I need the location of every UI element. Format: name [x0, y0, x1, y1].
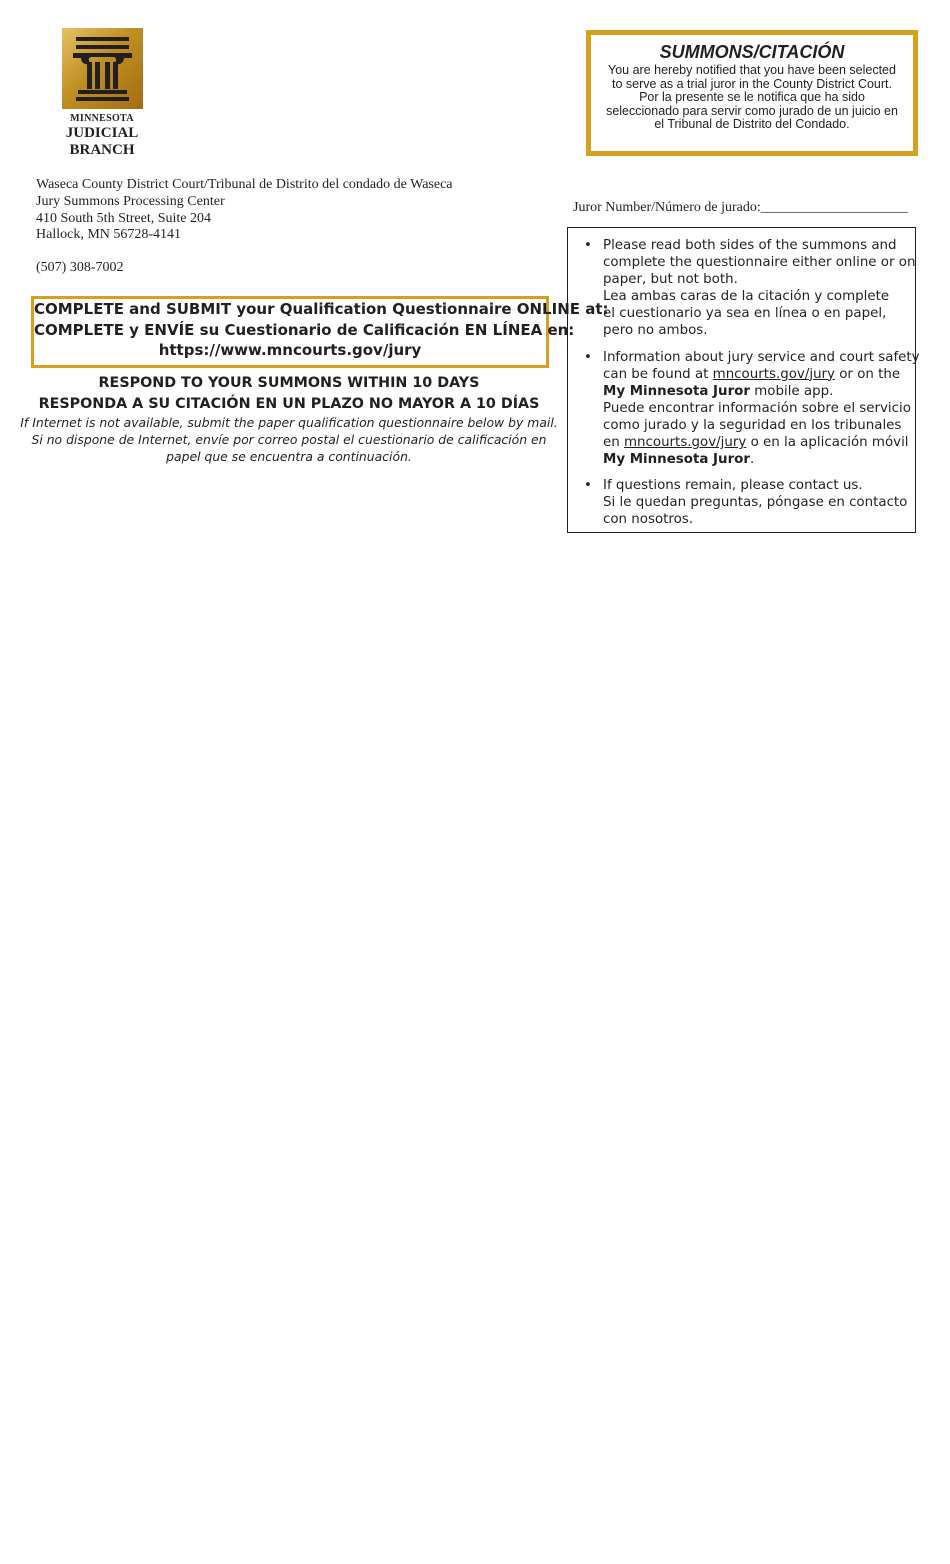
info-text: complete the questionnaire either online or on [603, 255, 916, 271]
court-name: Waseca County District Court/Tribunal de Distrito del condado de Waseca [36, 177, 453, 192]
summons-text-english: You are hereby notified that you have been selected to serve as a trial juror in the County District Court. [608, 63, 896, 91]
info-text: en [603, 435, 624, 451]
info-text-line [603, 366, 915, 383]
info-text: Information about jury service and court safety [603, 349, 920, 365]
mail-note-english: If Internet is not available, submit the paper qualification questionnaire below by mail. [20, 415, 558, 430]
info-text-line [603, 434, 915, 451]
information-list [568, 228, 920, 529]
logo-line-state: MINNESOTA [70, 113, 134, 124]
info-text: paper, but not both. [603, 272, 738, 288]
column-pillar-icon [62, 28, 143, 109]
summons-title: SUMMONS/CITACIÓN [659, 42, 845, 62]
logo-line-branch: BRANCH [69, 142, 135, 158]
info-text: can be found at [603, 366, 713, 382]
summons-text-spanish: Por la presente se le notifica que ha sido seleccionado para servir como jurado de un juicio en el Tribunal de Distrito del Condado. [606, 90, 898, 132]
info-text: con nosotros. [603, 512, 694, 528]
court-address [36, 177, 453, 244]
juror-number-label: Juror Number/Número de jurado: [573, 200, 761, 215]
info-text: o en la aplicación móvil [746, 435, 909, 451]
info-text: Puede encontrar información sobre el servicio [603, 400, 911, 416]
info-text: Lea ambas caras de la citación y complete [603, 289, 890, 305]
info-item-read-both-sides [568, 237, 915, 340]
app-name: My Minnesota Juror [603, 452, 750, 468]
info-text: pero no ambos. [603, 323, 708, 339]
juror-number-field [573, 200, 908, 216]
info-text: . [749, 452, 755, 468]
info-text: el cuestionario ya sea en línea o en papel, [603, 306, 887, 322]
summons-notice-box [586, 30, 918, 156]
info-text: como jurado y la seguridad en los tribunales [603, 417, 902, 433]
logo-text [42, 114, 162, 158]
city-state-zip: Hallock, MN 56728-4141 [36, 227, 182, 243]
mail-note-spanish: Si no dispone de Internet, envíe por correo postal el cuestionario de calificación en papel que se encuentra a continuación. [31, 432, 547, 464]
info-text: mobile app. [749, 383, 834, 399]
info-text: or on the [834, 366, 901, 382]
bullet-icon: • [584, 349, 592, 365]
court-phone: (507) 308-7002 [36, 260, 124, 275]
info-text: Please read both sides of the summons and [603, 238, 897, 253]
judicial-branch-logo [62, 28, 143, 109]
jury-url-link[interactable]: https://www.mncourts.gov/jury [158, 341, 422, 359]
logo-line-judicial: JUDICIAL [65, 125, 139, 141]
mncourts-link[interactable]: mncourts.gov/jury [712, 366, 835, 382]
online-instruction-english: COMPLETE and SUBMIT your Qualification Questionnaire ONLINE at: [34, 300, 609, 318]
info-text-line [603, 451, 915, 468]
processing-center: Jury Summons Processing Center [36, 193, 225, 209]
bullet-icon: • [584, 238, 592, 253]
respond-heading-english: RESPOND TO YOUR SUMMONS WITHIN 10 DAYS [98, 375, 480, 391]
mncourts-link-spanish[interactable]: mncourts.gov/jury [623, 435, 747, 451]
juror-number-blank[interactable]: _____________________ [760, 200, 908, 215]
respond-heading-spanish: RESPONDA A SU CITACIÓN EN UN PLAZO NO MAYOR A 10 DÍAS [38, 395, 540, 412]
information-box [567, 227, 920, 533]
street-address: 410 South 5th Street, Suite 204 [36, 210, 211, 226]
online-submission-box [31, 296, 609, 368]
info-text-line [603, 383, 915, 400]
info-text: If questions remain, please contact us. [603, 478, 863, 494]
info-text: Si le quedan preguntas, póngase en contacto [603, 495, 908, 511]
bullet-icon: • [584, 478, 592, 494]
app-name: My Minnesota Juror [603, 383, 750, 399]
respond-deadline-section [18, 373, 560, 465]
info-item-jury-service [568, 349, 920, 469]
online-instruction-spanish: COMPLETE y ENVÍE su Cuestionario de Calificación EN LÍNEA en: [34, 320, 575, 339]
info-item-contact [568, 477, 915, 528]
